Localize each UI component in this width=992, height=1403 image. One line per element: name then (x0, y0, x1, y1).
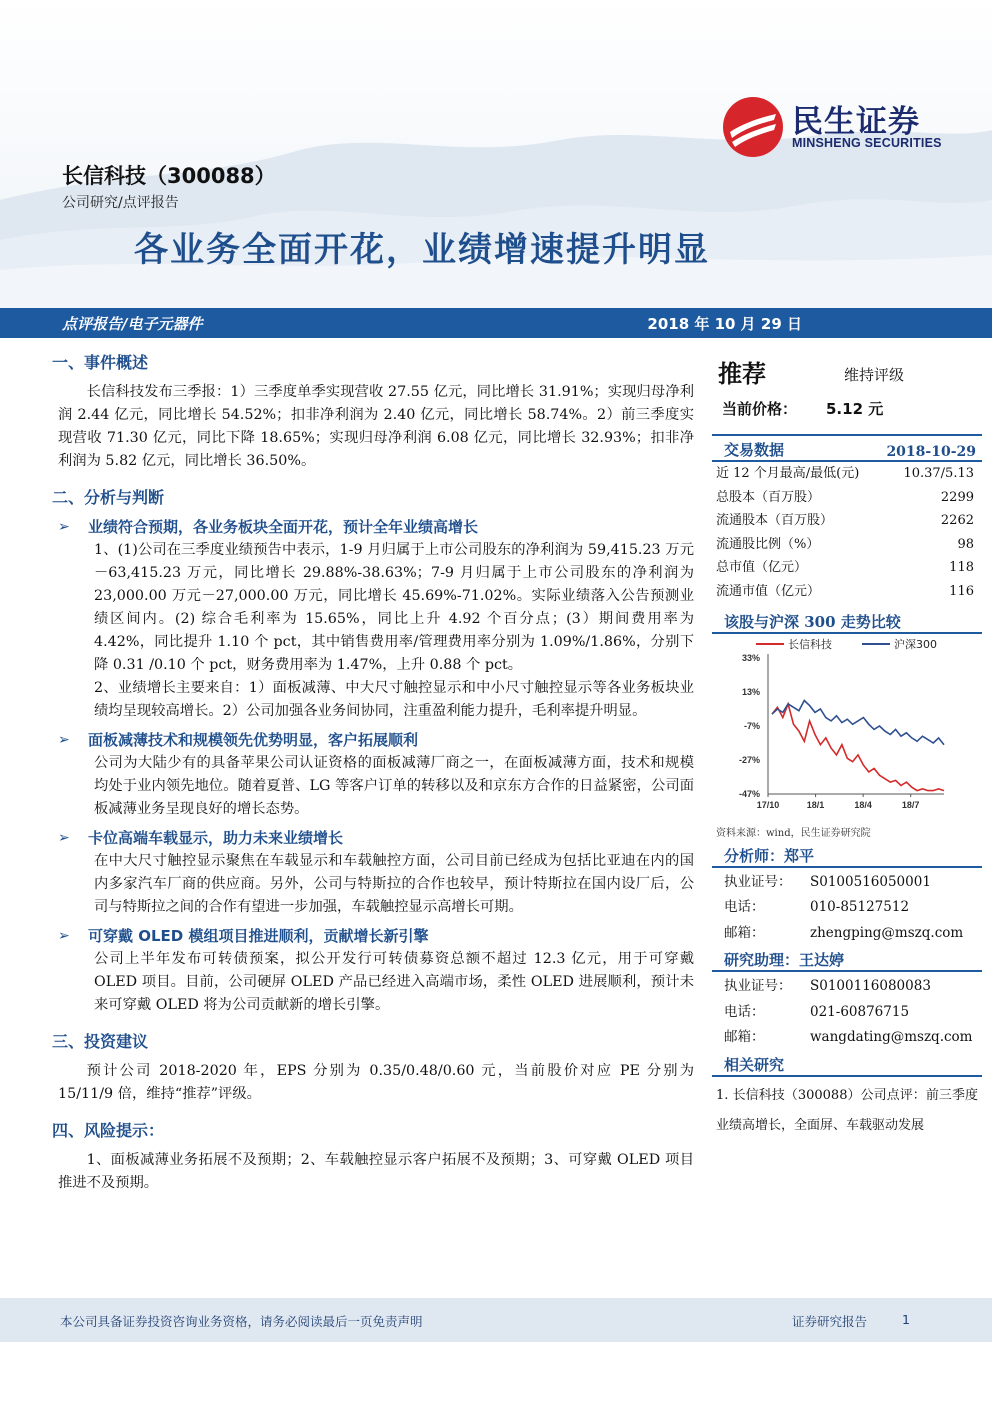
arrow-bullet-icon: ➢ (58, 829, 70, 846)
chart-x-tick-label: 18/1 (806, 799, 825, 810)
trade-value: 98 (957, 536, 974, 552)
contact-key: 执业证号： (724, 978, 792, 995)
section-title-risk: 四、风险提示： (52, 1121, 165, 1140)
assistant-title: 研究助理：王达婷 (724, 951, 845, 970)
chart-x-tick-label: 17/10 (756, 799, 780, 810)
logo-english-text: MINSHENG SECURITIES (792, 136, 942, 150)
subsection-paragraph: 公司为大陆少有的具备苹果公司认证资格的面板减薄厂商之一，在面板减薄方面，技术和规模均处于业内领先地位。随着夏普、LG 等客户订单的转移以及和京东方合作的日益紧密，公司面板减薄业务呈现良好的增长态势。 (94, 755, 694, 817)
section-title-overview: 一、事件概述 (52, 353, 149, 372)
contact-value: S0100116080083 (810, 978, 931, 995)
subsection-title (58, 925, 694, 946)
trade-value: 118 (949, 560, 974, 576)
rating-value: 推荐 (718, 360, 766, 388)
contact-row (712, 974, 982, 1000)
contact-key: 电话： (724, 1003, 765, 1020)
logo-chinese-text: 民生证券 (792, 104, 920, 140)
price-label: 当前价格： (722, 400, 798, 418)
stock-comparison-chart (712, 634, 982, 824)
trade-value: 2262 (940, 513, 974, 529)
chart-y-tick-label: -7% (743, 720, 760, 731)
subsection-title-text: 可穿戴 OLED 模组项目推进顺利，贡献增长新引擎 (88, 927, 429, 945)
subsection-title-text: 面板减薄技术和规模领先优势明显，客户拓展顺利 (88, 731, 419, 749)
table-row (712, 462, 982, 486)
trade-data-header (712, 436, 982, 462)
subsection-title-text: 业绩符合预期，各业务板块全面开花，预计全年业绩高增长 (88, 518, 479, 536)
trade-data-title: 交易数据 (724, 441, 785, 459)
main-content (52, 346, 694, 1195)
assistant-contacts (712, 972, 982, 1051)
trade-key: 近 12 个月最高/最低(元) (716, 466, 860, 481)
contact-email[interactable]: wangdating@mszq.com (810, 1029, 973, 1046)
chart-source: 资料来源：wind，民生证券研究院 (716, 827, 871, 839)
chart-series-line (772, 703, 944, 790)
chart-legend-label: 长信科技 (788, 637, 832, 651)
contact-row (712, 870, 982, 896)
trade-key: 总股本（百万股） (716, 489, 821, 505)
report-type: 公司研究/点评报告 (62, 195, 179, 211)
table-row (712, 486, 982, 510)
category-band (0, 308, 992, 338)
contact-row (712, 921, 982, 947)
table-row (712, 556, 982, 580)
arrow-bullet-icon: ➢ (58, 518, 70, 535)
related-research-header (712, 1051, 982, 1077)
page-number: 1 (902, 1312, 910, 1327)
chart-svg (712, 634, 982, 824)
footer-disclaimer: 本公司具备证券投资咨询业务资格，请务必阅读最后一页免责声明 (60, 1314, 423, 1329)
trade-data-table (712, 462, 982, 604)
table-row (712, 533, 982, 557)
footer (0, 1298, 992, 1342)
rating-box (712, 346, 982, 436)
trade-data-date: 2018-10-29 (886, 444, 976, 460)
section-title-recommendation: 三、投资建议 (52, 1032, 149, 1051)
subsection-title (58, 827, 694, 848)
trade-value: 10.37/5.13 (903, 466, 974, 481)
chart-header (712, 608, 982, 634)
contact-key: 执业证号： (724, 873, 792, 890)
chart-y-tick-label: 33% (741, 652, 760, 663)
minsheng-logo (722, 96, 962, 160)
table-row (712, 580, 982, 604)
analyst-title: 分析师：郑平 (724, 846, 815, 865)
rating-maintain: 维持评级 (844, 366, 905, 384)
minsheng-logo-icon (722, 96, 784, 158)
chart-y-tick-label: -27% (738, 754, 760, 765)
trade-key: 流通股比例（%） (716, 536, 820, 552)
contact-row (712, 1025, 982, 1051)
analyst-contacts (712, 868, 982, 947)
sidebar (712, 346, 982, 1141)
table-row (712, 509, 982, 533)
contact-value: S0100516050001 (810, 873, 931, 890)
chart-y-tick-label: -47% (738, 788, 760, 799)
arrow-bullet-icon: ➢ (58, 731, 70, 748)
related-research-item[interactable]: 1. 长信科技（300088）公司点评：前三季度业绩高增长，全面屏、车载驱动发展 (716, 1087, 978, 1133)
chart-x-tick-label: 18/4 (854, 799, 872, 810)
subsection-paragraph: 1、(1)公司在三季度业绩预告中表示，1-9 月归属于上市公司股东的净利润为 59,415.23 万元－63,415.23 万元，同比增长 29.88%-38.63%；7-9 月归属于上市公司股东的净利润为 23,000.00 万元－27,000.00 万元，同比增长 45.69%-71.02%。实际业绩落入公告预测业绩区间内。(2) 综合毛利率为 15.65%，同比上升 4.92 个百分点；(3）期间费用率为 4.42%，同比提升 1.10 个 pct，其中销售费用率/管理费用率分别为 1.09%/1.86%，分别下降 0.31 /0.10 个 pct，财务费用率为 1.47%，上升 0.88 个 pct。 (94, 542, 694, 673)
chart-series-line (772, 700, 944, 744)
subsection-paragraph: 公司上半年发布可转债预案，拟公开发行可转债募资总额不超过 12.3 亿元，用于可穿戴 OLED 项目。目前，公司硬屏 OLED 产品已经进入高端市场，柔性 OLED 进展顺利，预计未来可穿戴 OLED 将为公司贡献新的增长引擎。 (94, 951, 694, 1013)
chart-x-tick-label: 18/7 (901, 799, 920, 810)
assistant-header (712, 946, 982, 972)
analyst-header (712, 842, 982, 868)
related-research-title: 相关研究 (724, 1055, 785, 1074)
contact-key: 电话： (724, 899, 765, 916)
footer-report-type: 证券研究报告 (792, 1314, 868, 1329)
company-name: 长信科技（300088） (62, 164, 276, 188)
current-price: 5.12 元 (826, 400, 884, 418)
subsection-paragraph: 2、业绩增长主要来自：1）面板减薄、中大尺寸触控显示和中小尺寸触控显示等各业务板块业绩均呈现较高增长。2）公司加强各业务间协同，注重盈利能力提升，毛利率提升明显。 (94, 680, 694, 719)
trade-value: 2299 (940, 489, 974, 505)
trade-value: 116 (949, 583, 974, 599)
subsection-title-text: 卡位高端车载显示，助力未来业绩增长 (88, 829, 344, 847)
subsection-title (58, 516, 694, 537)
contact-value: 021-60876715 (810, 1003, 910, 1020)
trade-key: 流通市值（亿元） (716, 583, 821, 599)
recommendation-paragraph: 预计公司 2018-2020 年，EPS 分别为 0.35/0.48/0.60 元，当前股价对应 PE 分别为 15/11/9 倍，维持“推荐”评级。 (58, 1063, 694, 1102)
contact-row (712, 1000, 982, 1026)
contact-email[interactable]: zhengping@mszq.com (810, 924, 964, 941)
overview-paragraph: 长信科技发布三季报：1）三季度单季实现营收 27.55 亿元，同比增长 31.91%；实现归母净利润 2.44 亿元，同比增长 54.52%；扣非净利润为 2.40 亿元，同比增长 58.74%。2）前三季度实现营收 71.30 亿元，同比下降 18.65%；实现归母净利润 6.08 亿元，同比增长 32.93%；扣非净利润为 5.82 亿元，同比增长 36.50%。 (58, 384, 694, 469)
trade-key: 流通股本（百万股） (716, 513, 834, 529)
chart-title: 该股与沪深 300 走势比较 (724, 612, 901, 631)
report-headline: 各业务全面开花，业绩增速提升明显 (134, 230, 710, 270)
arrow-bullet-icon: ➢ (58, 927, 70, 944)
contact-row (712, 895, 982, 921)
trade-key: 总市值（亿元） (716, 560, 808, 576)
subsection-title (58, 729, 694, 750)
chart-y-tick-label: 13% (741, 686, 760, 697)
contact-value: 010-85127512 (810, 899, 910, 916)
report-date: 2018 年 10 月 29 日 (647, 315, 802, 333)
report-category: 点评报告/电子元器件 (62, 315, 203, 333)
section-title-analysis: 二、分析与判断 (52, 488, 165, 507)
contact-key: 邮箱： (724, 1029, 765, 1046)
risk-paragraph: 1、面板减薄业务拓展不及预期；2、车载触控显示客户拓展不及预期；3、可穿戴 OLED 项目推进不及预期。 (58, 1152, 694, 1191)
subsection-paragraph: 在中大尺寸触控显示聚焦在车载显示和车载触控方面，公司目前已经成为包括比亚迪在内的国内多家汽车厂商的供应商。另外，公司与特斯拉的合作也较早，预计特斯拉在国内设厂后，公司与特斯拉之间的合作有望进一步加强，车载触控显示高增长可期。 (94, 853, 694, 915)
chart-legend-label: 沪深300 (894, 637, 937, 651)
contact-key: 邮箱： (724, 924, 765, 941)
